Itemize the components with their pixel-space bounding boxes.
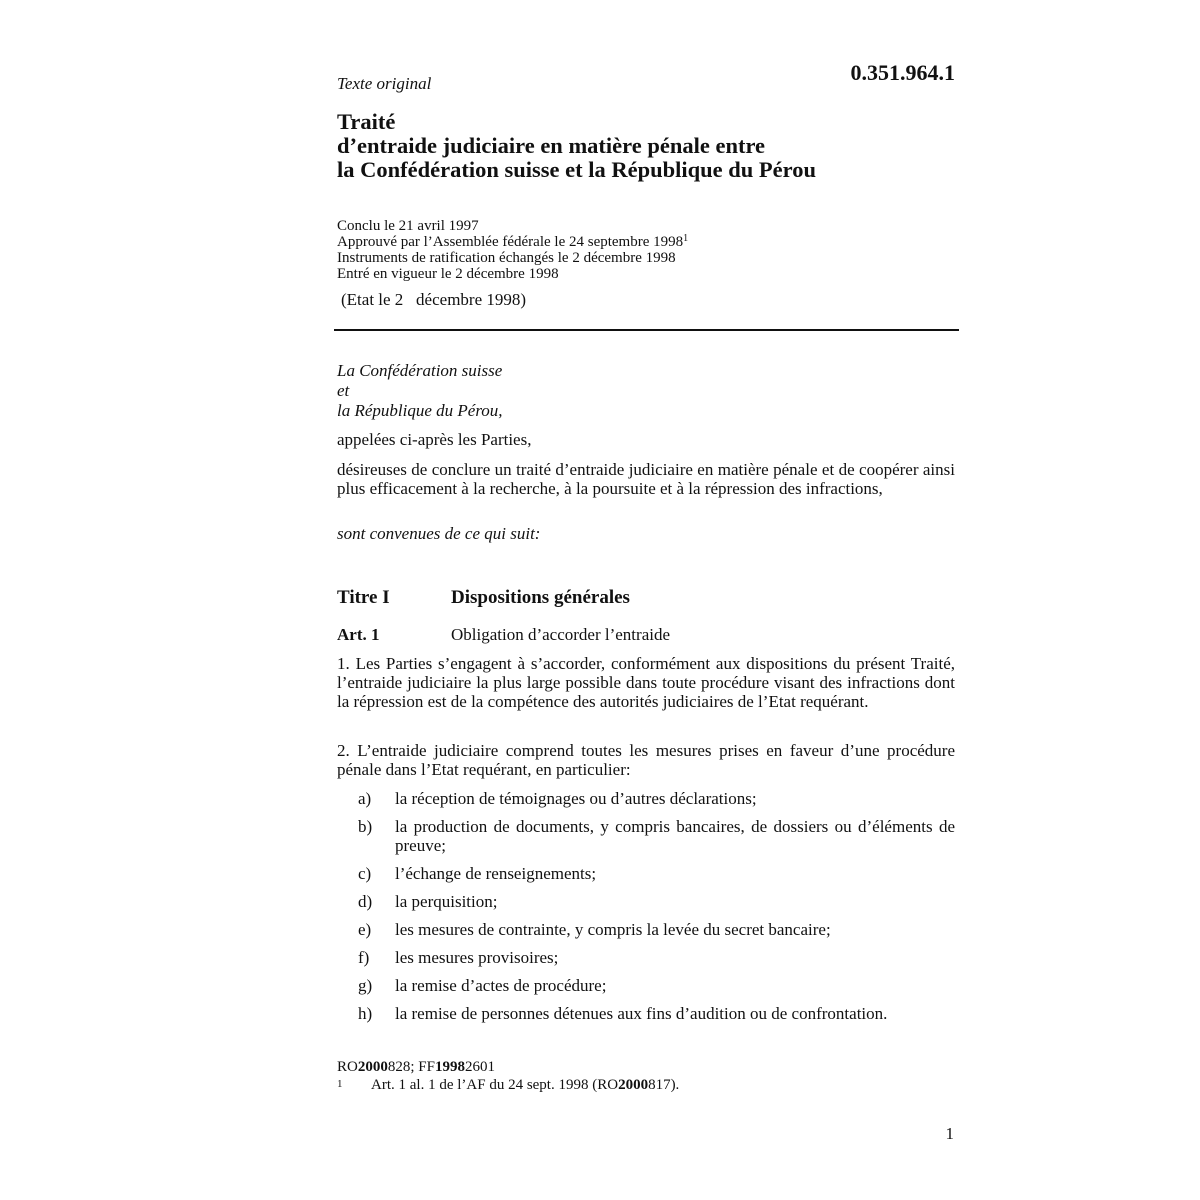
list-item-letter: c) xyxy=(358,864,372,883)
sr-number: 0.351.964.1 xyxy=(850,60,955,85)
approval-date: Approuvé par l’Assemblée fédérale le 24 septembre 1998 xyxy=(337,234,684,250)
article-paragraph-2: 2. L’entraide judiciaire comprend toutes les mesures prises en faveur d’une procédure pénale dans l’Etat requérant, en particulier: xyxy=(337,741,955,779)
list-item-letter: e) xyxy=(358,920,372,939)
list-item-letter: g) xyxy=(358,976,373,995)
original-text-label: Texte original xyxy=(337,74,432,93)
article-number: Art. 1 xyxy=(337,625,380,644)
list-item-letter: b) xyxy=(358,817,373,836)
status-date: (Etat le 2 décembre 1998) xyxy=(341,290,527,309)
approval-date-line xyxy=(337,234,688,250)
publication-reference xyxy=(337,1058,679,1076)
list-item xyxy=(337,1004,955,1023)
page-number: 1 xyxy=(945,1124,954,1143)
concluded-date: Conclu le 21 avril 1997 xyxy=(337,218,479,234)
list-item-text: l’échange de renseignements; xyxy=(395,864,597,883)
list-item-text: la réception de témoignages ou d’autres déclarations; xyxy=(395,789,757,808)
preamble-desire: désireuses de conclure un traité d’entraide judiciaire en matière pénale et de coopérer ainsi plus efficacement à la recherche, à la poursuite et à la répression des infractions, xyxy=(337,460,955,498)
ff-page: 2601 xyxy=(464,1059,495,1075)
footnotes xyxy=(337,1058,679,1094)
list-item xyxy=(337,817,955,855)
title-line: la Confédération suisse et la République du Pérou xyxy=(337,157,817,182)
section-heading: Dispositions générales xyxy=(451,587,630,608)
section-label: Titre I xyxy=(337,587,390,608)
ro-prefix: RO xyxy=(337,1059,358,1075)
document-title xyxy=(337,110,957,182)
list-item-letter: d) xyxy=(358,892,373,911)
header-divider xyxy=(334,329,959,331)
article-heading: Obligation d’accorder l’entraide xyxy=(451,625,671,644)
list-item xyxy=(337,864,955,883)
preamble-designation: appelées ci-après les Parties, xyxy=(337,430,532,449)
ff-year: 1998 xyxy=(434,1059,465,1075)
list-item-text: la production de documents, y compris bancaires, de dossiers ou d’éléments de preuve; xyxy=(395,817,955,855)
list-item xyxy=(337,920,955,939)
list-item xyxy=(337,892,955,911)
in-force-date: Entré en vigueur le 2 décembre 1998 xyxy=(337,266,559,282)
preamble-agreement: sont convenues de ce qui suit: xyxy=(337,524,541,543)
list-item-text: la perquisition; xyxy=(395,892,498,911)
contracting-parties xyxy=(337,361,503,421)
footnote-year: 2000 xyxy=(618,1077,649,1093)
party-conjunction: et xyxy=(337,381,350,400)
measures-list xyxy=(337,789,955,1032)
list-item-text: la remise d’actes de procédure; xyxy=(395,976,607,995)
list-item xyxy=(337,789,955,808)
article-paragraph-1: 1. Les Parties s’engagent à s’accorder, conformément aux dispositions du présent Traité, l’entraide judiciaire la plus large possible dans toute procédure visant des infractions dont la répression est de la compétence des autorités judiciaires de l’Etat requérant. xyxy=(337,654,955,711)
footnote-ref[interactable]: 1 xyxy=(683,233,689,244)
list-item-text: la remise de personnes détenues aux fins d’audition ou de confrontation. xyxy=(395,1004,888,1023)
party-switzerland: La Confédération suisse xyxy=(337,361,503,380)
party-peru: la République du Pérou, xyxy=(337,401,503,420)
list-item-letter: f) xyxy=(358,948,370,967)
footnote-text-suffix: 817). xyxy=(648,1077,680,1093)
treaty-metadata xyxy=(337,218,688,282)
ro-mid: 828; FF xyxy=(387,1059,435,1075)
ro-year: 2000 xyxy=(357,1059,388,1075)
ratification-date: Instruments de ratification échangés le 2 décembre 1998 xyxy=(337,250,676,266)
title-line: Traité xyxy=(337,109,396,134)
list-item-letter: a) xyxy=(358,789,372,808)
list-item xyxy=(337,976,955,995)
footnote-mark: 1 xyxy=(337,1078,343,1090)
title-line: d’entraide judiciaire en matière pénale entre xyxy=(337,133,766,158)
list-item-text: les mesures provisoires; xyxy=(395,948,559,967)
list-item xyxy=(337,948,955,967)
footnote-text-prefix: Art. 1 al. 1 de l’AF du 24 sept. 1998 (RO xyxy=(371,1077,619,1093)
list-item-text: les mesures de contrainte, y compris la levée du secret bancaire; xyxy=(395,920,831,939)
footnote-1 xyxy=(337,1076,679,1094)
list-item-letter: h) xyxy=(358,1004,373,1023)
